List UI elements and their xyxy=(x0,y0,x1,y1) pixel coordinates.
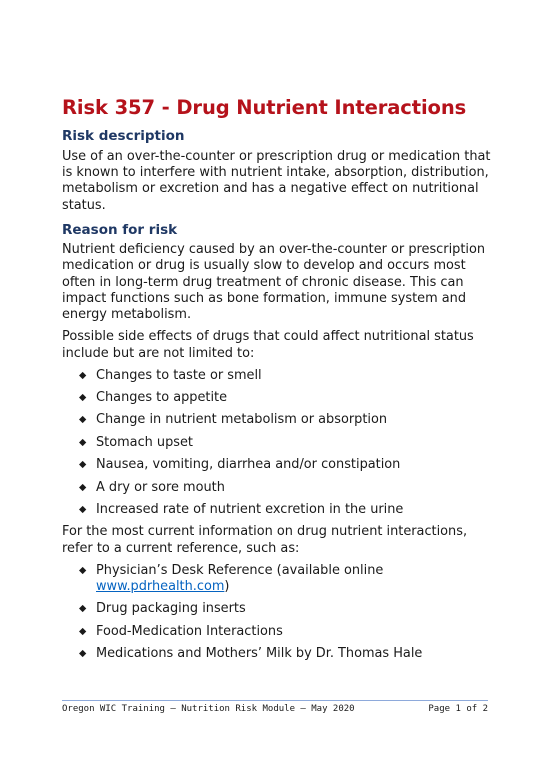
reason-paragraph-3: For the most current information on drug nutrient interactions, refer to a current reference, such as: xyxy=(62,524,468,556)
page-footer xyxy=(62,700,488,714)
list-item xyxy=(79,457,492,473)
list-item xyxy=(79,480,492,496)
list-item xyxy=(79,390,492,406)
page-title: Risk 357 - Drug Nutrient Interactions xyxy=(62,96,467,119)
list-item-text: Change in nutrient metabolism or absorption xyxy=(96,412,388,428)
document-page xyxy=(62,96,492,669)
list-item xyxy=(79,435,492,451)
bullet-icon: ◆ xyxy=(79,436,87,448)
list-item xyxy=(79,624,492,640)
reference-pdr-suffix: ) xyxy=(224,579,230,595)
footer-page-number: Page 1 of 2 xyxy=(428,704,488,714)
list-item-text: Nausea, vomiting, diarrhea and/or constipation xyxy=(96,457,401,473)
bullet-icon: ◆ xyxy=(79,504,87,516)
footer-left-text: Oregon WIC Training – Nutrition Risk Module – May 2020 xyxy=(62,704,355,714)
bullet-icon: ◆ xyxy=(79,369,87,381)
list-item-text: Medications and Mothers’ Milk by Dr. Thomas Hale xyxy=(96,646,423,662)
list-item xyxy=(79,601,492,617)
bullet-icon: ◆ xyxy=(79,648,87,660)
list-item xyxy=(79,502,492,518)
list-item-text: Stomach upset xyxy=(96,434,193,450)
list-item xyxy=(79,368,492,384)
reason-for-risk-heading: Reason for risk xyxy=(62,221,178,238)
bullet-icon: ◆ xyxy=(79,481,87,493)
list-item-text: Drug packaging inserts xyxy=(96,601,246,617)
references-list xyxy=(62,563,492,663)
list-item-text: Increased rate of nutrient excretion in the urine xyxy=(96,502,404,518)
list-item-text: Food-Medication Interactions xyxy=(96,623,283,639)
list-item-text: Changes to taste or smell xyxy=(96,367,262,383)
reference-pdr-prefix: Physician’s Desk Reference (available online xyxy=(96,562,384,578)
reason-paragraph-1: Nutrient deficiency caused by an over-the-counter or prescription medication or drug is usually slow to develop and occurs most often in long-term drug treatment of chronic disease. This can impact functions such as bone formation, immune system and energy metabolism. xyxy=(62,242,486,323)
bullet-icon: ◆ xyxy=(79,603,87,615)
bullet-icon: ◆ xyxy=(79,414,87,426)
pdrhealth-link[interactable]: www.pdrhealth.com xyxy=(96,579,225,595)
list-item xyxy=(79,563,492,595)
bullet-icon: ◆ xyxy=(79,392,87,404)
risk-description-text: Use of an over-the-counter or prescription drug or medication that is known to interfere with nutrient intake, absorption, distribution, metabolism or excretion and has a negative effect on nutritional status. xyxy=(62,148,491,213)
reason-paragraph-2: Possible side effects of drugs that could affect nutritional status include but are not limited to: xyxy=(62,329,474,361)
list-item xyxy=(79,412,492,428)
bullet-icon: ◆ xyxy=(79,625,87,637)
list-item-text: Changes to appetite xyxy=(96,390,228,406)
side-effects-list xyxy=(62,368,492,519)
list-item-text: A dry or sore mouth xyxy=(96,479,225,495)
bullet-icon: ◆ xyxy=(79,564,87,576)
risk-description-heading: Risk description xyxy=(62,128,185,145)
list-item xyxy=(79,646,492,662)
bullet-icon: ◆ xyxy=(79,459,87,471)
